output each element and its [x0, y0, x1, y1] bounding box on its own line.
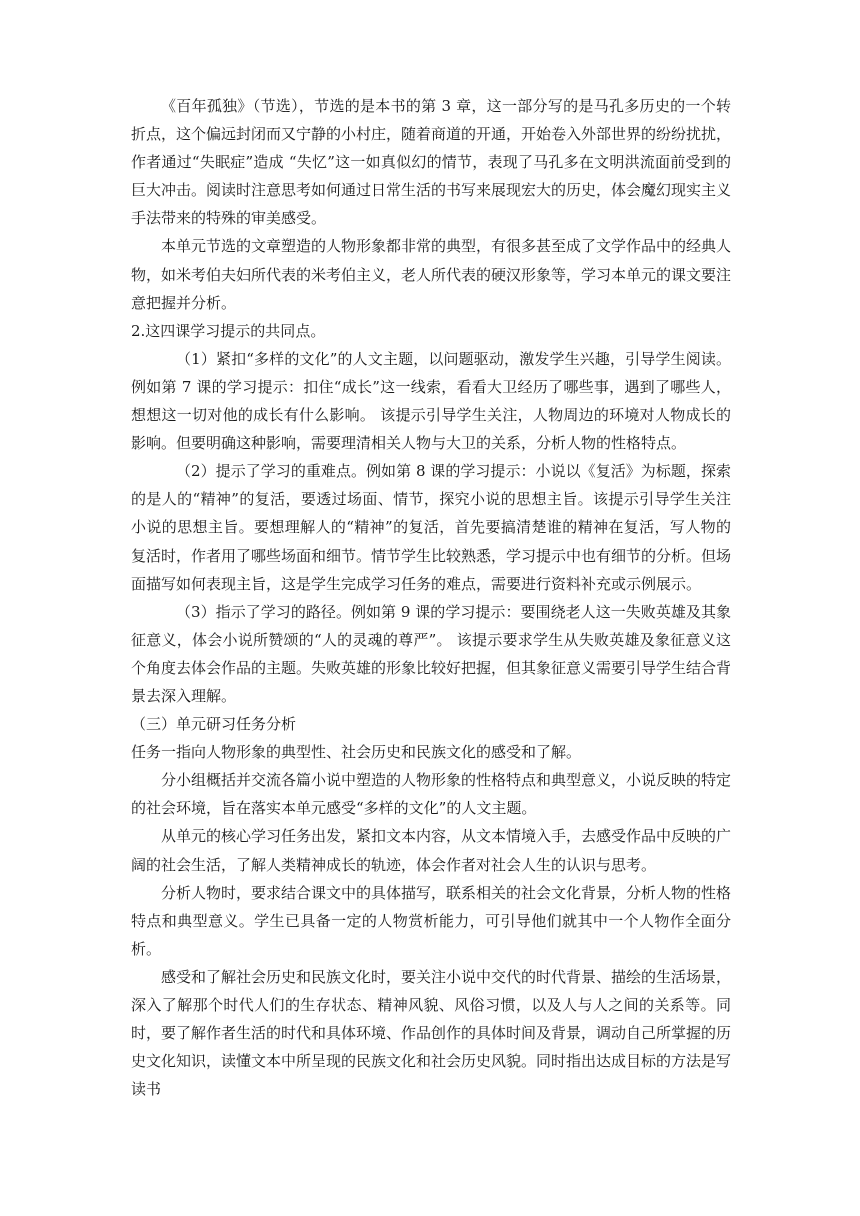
paragraph-core-task: 从单元的核心学习任务出发，紧扣文本内容，从文本情境入手，去感受作品中反映的广阔的社会生活，了解人类精神成长的轨迹，体会作者对社会人生的认识与思考。	[131, 827, 732, 874]
section-heading-common-points: 2.这四课学习提示的共同点。	[131, 321, 326, 340]
paragraph-character-analysis: 分析人物时，要求结合课文中的具体描写，联系相关的社会文化背景，分析人物的性格特点和典型意义。学生已具备一定的人物赏析能力，可引导他们就其中一个人物作全面分析。	[131, 883, 732, 958]
paragraph-task-one: 任务一指向人物形象的典型性、社会历史和民族文化的感受和了解。	[131, 743, 582, 762]
paragraph-point-2: （2）提示了学习的重难点。例如第 8 课的学习提示：小说以《复活》为标题，探索的是人的“精神”的复活，要透过场面、情节，探究小说的思想主旨。该提示引导学生关注小说的思想主旨。要想理解人的“精神”的复活，首先要搞清楚谁的精神在复活，写人物的复活时，作者用了哪些场面和细节。情节学生比较熟悉，学习提示中也有细节的分析。但场面描写如何表现主旨，这是学生完成学习任务的难点，需要进行资料补充或示例展示。	[131, 462, 732, 593]
paragraph-unit-characters: 本单元节选的文章塑造的人物形象都非常的典型，有很多甚至成了文学作品中的经典人物，如米考伯夫妇所代表的米考伯主义，老人所代表的硬汉形象等，学习本单元的课文要注意把握并分析。	[131, 237, 732, 312]
section-heading-task-analysis: （三）单元研习任务分析	[131, 715, 297, 734]
paragraph-point-1: （1）紧扣“多样的文化”的人文主题，以问题驱动，激发学生兴趣，引导学生阅读。例如第 7 课的学习提示：扣住“成长”这一线索，看看大卫经历了哪些事，遇到了哪些人，想想这一切对他的成长有什么影响。 该提示引导学生关注，人物周边的环境对人物成长的影响。但要明确这种影响，需要理清相关人物与大卫的关系，分析人物的性格特点。	[131, 349, 731, 453]
paragraph-point-3: （3）指示了学习的路径。例如第 9 课的学习提示：要围绕老人这一失败英雄及其象征意义，体会小说所赞颂的“人的灵魂的尊严”。 该提示要求学生从失败英雄及象征意义这个角度去体会作品的主题。失败英雄的形象比较好把握，但其象征意义需要引导学生结合背景去深入理解。	[131, 602, 732, 705]
paragraph-history-culture: 感受和了解社会历史和民族文化时，要关注小说中交代的时代背景、描绘的生活场景，深入了解那个时代人们的生存状态、精神风貌、风俗习惯，以及人与人之间的关系等。同时，要了解作者生活的时代和具体环境、作品创作的具体时间及背景，调动自己所掌握的历史文化知识，读懂文本中所呈现的民族文化和社会历史风貌。同时指出达成目标的方法是写读书	[131, 967, 732, 1099]
document-page	[131, 92, 731, 1103]
paragraph-bainian-gudu: 《百年孤独》（节选），节选的是本书的第 3 章，这一部分写的是马孔多历史的一个转折点，这个偏远封闭而又宁静的小村庄，随着商道的开通，开始卷入外部世界的纷纷扰扰，作者通过“失眠症”造成 “失忆”这一如真似幻的情节，表现了马孔多在文明洪流面前受到的巨大冲击。阅读时注意思考如何通过日常生活的书写来展现宏大的历史，体会魔幻现实主义手法带来的特殊的审美感受。	[131, 97, 732, 228]
paragraph-group-summary: 分小组概括并交流各篇小说中塑造的人物形象的性格特点和典型意义，小说反映的特定的社会环境，旨在落实本单元感受“多样的文化”的人文主题。	[131, 771, 732, 818]
